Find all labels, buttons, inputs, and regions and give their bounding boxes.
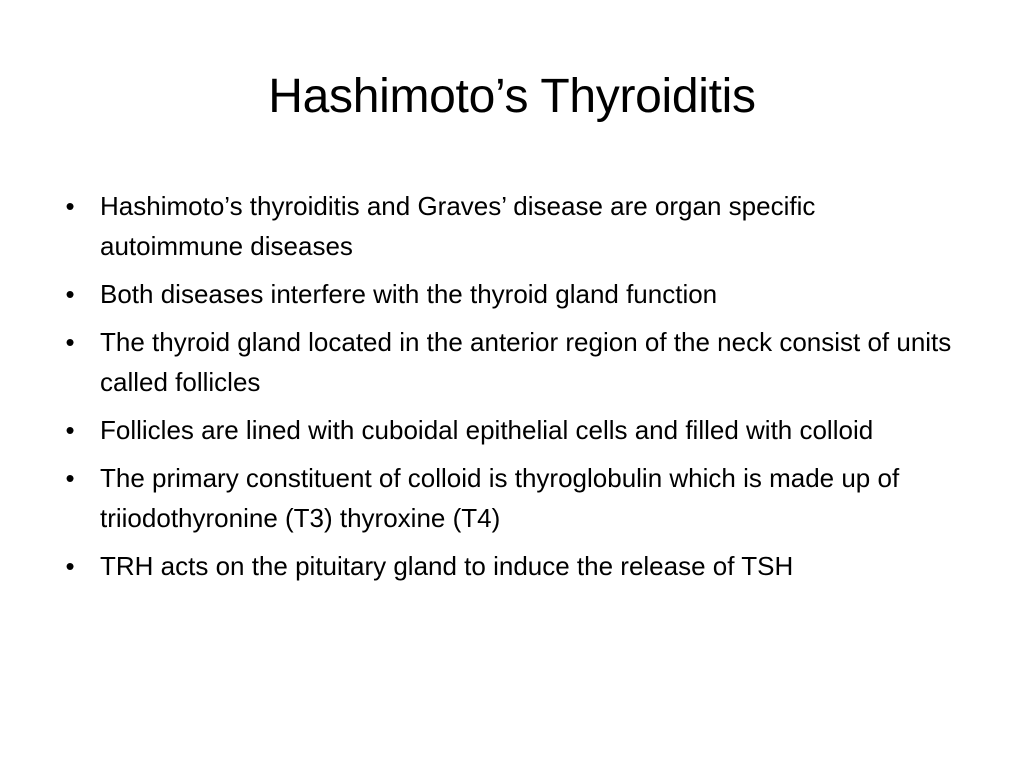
bullet-item [60,274,960,314]
bullet-text: Follicles are lined with cuboidal epithelial cells and filled with colloid [100,415,874,445]
bullet-dot-icon: • [65,551,75,581]
bullet-dot-icon: • [65,463,75,493]
bullet-item [60,322,960,402]
bullet-item [60,410,960,450]
bullet-dot-icon: • [65,327,75,357]
bullet-text: Hashimoto’s thyroiditis and Graves’ disease are organ specific autoimmune diseases [100,191,816,261]
bullet-text: Both diseases interfere with the thyroid gland function [100,279,718,309]
slide-title: Hashimoto’s Thyroiditis [268,70,756,123]
bullet-item [60,458,960,538]
bullet-dot-icon: • [65,191,75,221]
bullet-text: TRH acts on the pituitary gland to induce the release of TSH [100,551,794,581]
bullet-list [60,186,960,594]
bullet-dot-icon: • [65,279,75,309]
bullet-dot-icon: • [65,415,75,445]
bullet-item [60,546,960,586]
bullet-text: The thyroid gland located in the anterior region of the neck consist of units called follicles [100,327,952,397]
bullet-text: The primary constituent of colloid is thyroglobulin which is made up of triiodothyronine (T3) thyroxine (T4) [100,463,900,533]
bullet-item [60,186,960,266]
